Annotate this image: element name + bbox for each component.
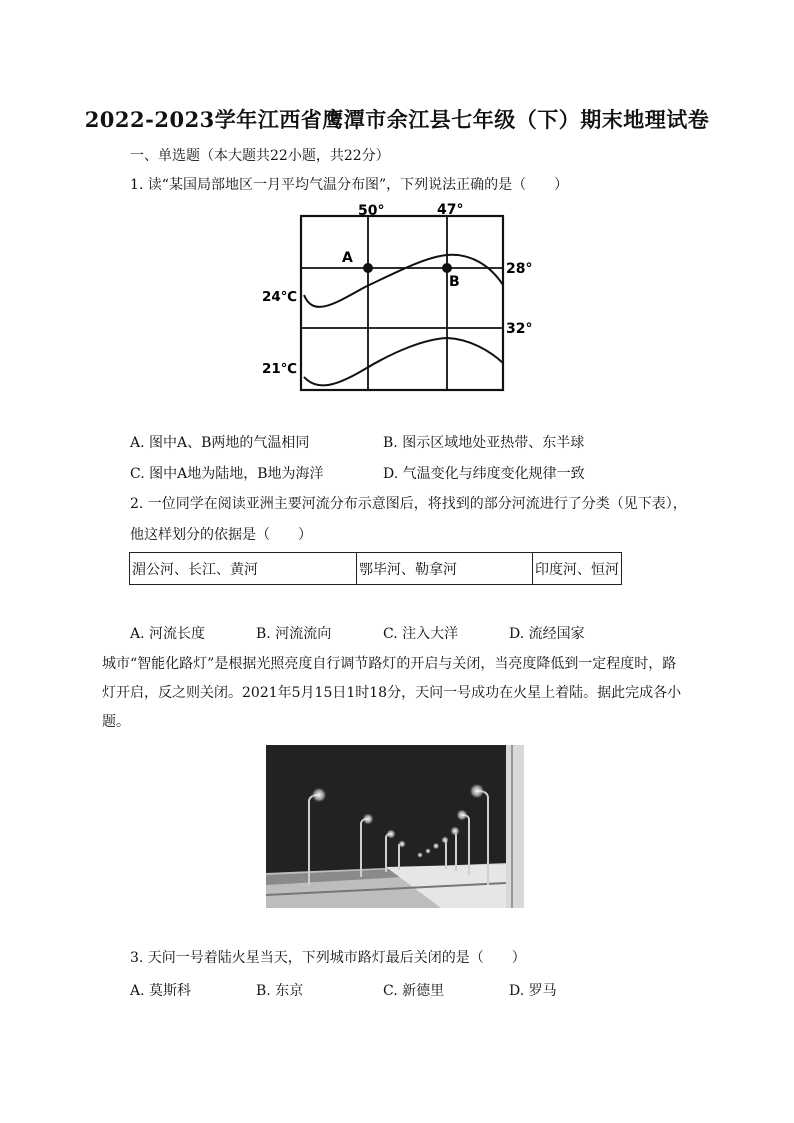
lon-label-50: 50°	[358, 203, 385, 219]
q2-option-a[interactable]: A. 河流长度	[130, 626, 206, 642]
point-b-marker	[442, 263, 452, 273]
isotherm-map-figure	[255, 195, 545, 395]
page-title: 2022-2023学年江西省鹰潭市余江县七年级（下）期末地理试卷	[84, 107, 710, 132]
isotherm-21	[304, 338, 503, 385]
point-a-label: A	[342, 250, 353, 266]
question-2-stem-line1: 2. 一位同学在阅读亚洲主要河流分布示意图后，将找到的部分河流进行了分类（见下表），	[130, 496, 687, 512]
q3-option-b[interactable]: B. 东京	[256, 983, 304, 999]
lon-label-47: 47°	[437, 202, 464, 218]
passage	[102, 650, 702, 737]
q1-option-c[interactable]: C. 图中A地为陆地，B地为海洋	[130, 466, 324, 482]
q2-option-c[interactable]: C. 注入大洋	[383, 626, 459, 642]
isotherm-24	[304, 255, 503, 307]
q3-option-d[interactable]: D. 罗马	[509, 983, 557, 999]
q1-option-b[interactable]: B. 图示区域地处亚热带、东半球	[383, 435, 585, 451]
question-2-stem-line2: 他这样划分的依据是（ ）	[130, 527, 312, 543]
q1-option-a[interactable]: A. 图中A、B两地的气温相同	[130, 435, 310, 451]
iso-label-21: 21℃	[262, 361, 298, 377]
map-frame	[301, 216, 503, 390]
q3-option-c[interactable]: C. 新德里	[383, 983, 445, 999]
lat-label-28: 28°	[506, 261, 533, 277]
point-b-label: B	[449, 274, 460, 290]
passage-line-1: 城市“智能化路灯”是根据光照亮度自行调节路灯的开启与关闭，当亮度降低到一定程度时，路	[102, 656, 677, 672]
section-heading: 一、单选题（本大题共22小题，共22分）	[130, 148, 390, 164]
street-lamp-photo	[266, 745, 524, 908]
passage-line-2: 灯开启，反之则关闭。2021年5月15日1时18分，天问一号成功在火星上着陆。据此完成各小	[102, 685, 682, 701]
table-cell-group-1: 湄公河、长江、黄河	[130, 553, 357, 585]
passage-line-3: 题。	[102, 714, 130, 730]
table-cell-group-2: 鄂毕河、勒拿河	[357, 553, 533, 585]
question-3-stem: 3. 天问一号着陆火星当天，下列城市路灯最后关闭的是（ ）	[130, 950, 526, 966]
photo-edge-strip	[506, 745, 524, 908]
point-a-marker	[363, 263, 373, 273]
river-classification-table	[129, 552, 622, 585]
table-row	[130, 553, 622, 585]
lat-label-32: 32°	[506, 321, 533, 337]
q1-option-d[interactable]: D. 气温变化与纬度变化规律一致	[383, 466, 585, 482]
q3-option-a[interactable]: A. 莫斯科	[130, 983, 192, 999]
q2-option-b[interactable]: B. 河流流向	[256, 626, 332, 642]
q2-option-d[interactable]: D. 流经国家	[509, 626, 585, 642]
table-cell-group-3: 印度河、恒河	[533, 553, 622, 585]
iso-label-24: 24℃	[262, 289, 298, 305]
question-1-stem: 1. 读“某国局部地区一月平均气温分布图”，下列说法正确的是（ ）	[130, 177, 569, 193]
